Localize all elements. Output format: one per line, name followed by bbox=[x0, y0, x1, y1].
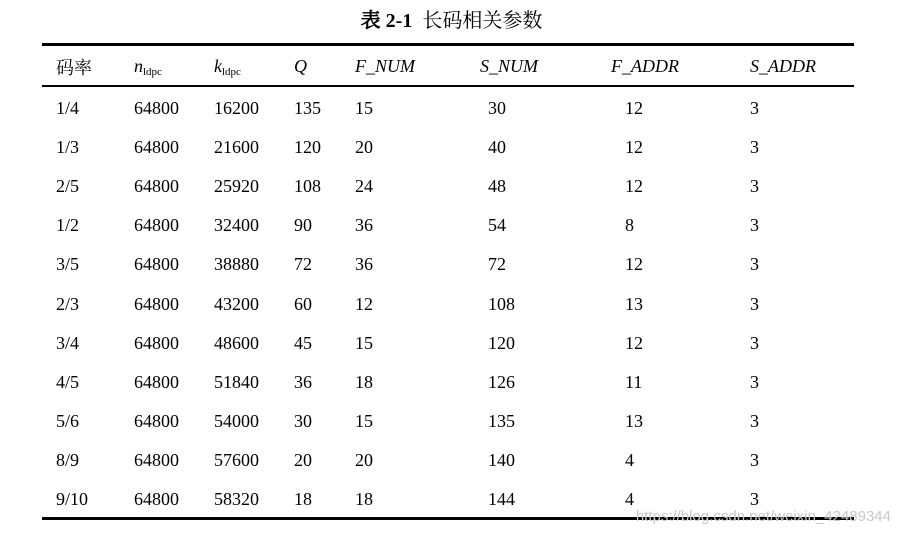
table-cell: 12 bbox=[625, 98, 643, 119]
table-cell: 20 bbox=[355, 449, 373, 470]
col-header-f-num: F_NUM bbox=[355, 56, 415, 76]
table-cell: 21600 bbox=[214, 137, 259, 158]
header-row bbox=[42, 46, 854, 87]
table-row bbox=[42, 245, 854, 284]
table-cell: 64800 bbox=[134, 371, 179, 392]
table-cell: 54 bbox=[488, 215, 506, 236]
table-cell: 64800 bbox=[134, 215, 179, 236]
table-cell: 135 bbox=[294, 98, 321, 119]
table-cell: 36 bbox=[294, 371, 312, 392]
table-cell: 12 bbox=[625, 137, 643, 158]
table-cell: 20 bbox=[294, 449, 312, 470]
table-cell: 54000 bbox=[214, 410, 259, 431]
col-header-k-ldpc: $k_{ldpc}$ bbox=[214, 55, 241, 78]
table-cell: 32400 bbox=[214, 215, 259, 236]
table-row bbox=[42, 167, 854, 206]
table-cell: 72 bbox=[294, 254, 312, 275]
table-row bbox=[42, 206, 854, 245]
table-cell: 18 bbox=[294, 488, 312, 509]
table-cell: 48 bbox=[488, 176, 506, 197]
table-cell: 108 bbox=[488, 293, 515, 314]
table-cell: 12 bbox=[625, 254, 643, 275]
watermark-text: https://blog.csdn.net/weixin_42489344 bbox=[635, 508, 891, 525]
table-cell: 64800 bbox=[134, 410, 179, 431]
table-cell: 15 bbox=[355, 98, 373, 119]
table-cell: 3 bbox=[750, 254, 759, 275]
table-cell: 24 bbox=[355, 176, 373, 197]
table-row bbox=[42, 284, 854, 323]
table-cell: 120 bbox=[488, 332, 515, 353]
table-cell: 4/5 bbox=[56, 371, 80, 392]
table-cell: 3 bbox=[750, 332, 759, 353]
table-cell: 48600 bbox=[214, 332, 259, 353]
table-cell: 64800 bbox=[134, 176, 179, 197]
table-cell: 64800 bbox=[134, 254, 179, 275]
table-cell: 45 bbox=[294, 332, 312, 353]
table-cell: 2/3 bbox=[56, 293, 80, 314]
table-caption bbox=[0, 8, 903, 34]
col-header-code-rate: 码率 bbox=[56, 57, 92, 78]
table-cell: 12 bbox=[625, 332, 643, 353]
table-cell: 3 bbox=[750, 293, 759, 314]
table-title: 长码相关参数 bbox=[422, 10, 543, 32]
table-cell: 3 bbox=[750, 98, 759, 119]
table-cell: 11 bbox=[625, 371, 643, 392]
table-cell: 30 bbox=[488, 98, 506, 119]
table-cell: 58320 bbox=[214, 488, 259, 509]
table-cell: 36 bbox=[355, 215, 373, 236]
table-cell: 25920 bbox=[214, 176, 259, 197]
table-cell: 51840 bbox=[214, 371, 259, 392]
col-header-s-addr: S_ADDR bbox=[750, 56, 816, 76]
table-cell: 43200 bbox=[214, 293, 259, 314]
table-cell: 12 bbox=[355, 293, 373, 314]
table-cell: 60 bbox=[294, 293, 312, 314]
table-cell: 3 bbox=[750, 488, 759, 509]
table-number: 表 2-1 bbox=[360, 10, 413, 32]
table-cell: 12 bbox=[625, 176, 643, 197]
table-cell: 1/3 bbox=[56, 137, 80, 158]
table-cell: 64800 bbox=[134, 293, 179, 314]
table-cell: 108 bbox=[294, 176, 321, 197]
table-cell: 20 bbox=[355, 137, 373, 158]
table-cell: 3/5 bbox=[56, 254, 80, 275]
table-cell: 64800 bbox=[134, 332, 179, 353]
table-cell: 4 bbox=[625, 488, 634, 509]
table-cell: 64800 bbox=[134, 449, 179, 470]
table-cell: 140 bbox=[488, 449, 515, 470]
table-cell: 3/4 bbox=[56, 332, 80, 353]
table-cell: 15 bbox=[355, 332, 373, 353]
table-cell: 135 bbox=[488, 410, 515, 431]
table-cell: 120 bbox=[294, 137, 321, 158]
table-row bbox=[42, 402, 854, 441]
table-cell: 3 bbox=[750, 449, 759, 470]
table-cell: 3 bbox=[750, 215, 759, 236]
table-cell: 36 bbox=[355, 254, 373, 275]
table-cell: 3 bbox=[750, 410, 759, 431]
col-header-q: Q bbox=[294, 56, 307, 76]
table-row bbox=[42, 87, 854, 128]
parameter-table bbox=[42, 46, 854, 519]
table-cell: 72 bbox=[488, 254, 506, 275]
col-header-f-addr: F_ADDR bbox=[611, 56, 679, 76]
table-cell: 1/2 bbox=[56, 215, 80, 236]
table-cell: 64800 bbox=[134, 488, 179, 509]
table-cell: 64800 bbox=[134, 137, 179, 158]
table-cell: 90 bbox=[294, 215, 312, 236]
col-header-s-num: S_NUM bbox=[480, 56, 538, 76]
table-cell: 18 bbox=[355, 371, 373, 392]
table-cell: 30 bbox=[294, 410, 312, 431]
table-cell: 1/4 bbox=[56, 98, 80, 119]
table-row bbox=[42, 128, 854, 167]
table-cell: 16200 bbox=[214, 98, 259, 119]
table-cell: 8 bbox=[625, 215, 634, 236]
table-cell: 4 bbox=[625, 449, 634, 470]
table-cell: 9/10 bbox=[56, 488, 89, 509]
table-row bbox=[42, 324, 854, 363]
table-row bbox=[42, 441, 854, 480]
table-cell: 3 bbox=[750, 176, 759, 197]
table-cell: 5/6 bbox=[56, 410, 80, 431]
table-cell: 64800 bbox=[134, 98, 179, 119]
table-cell: 2/5 bbox=[56, 176, 80, 197]
table-cell: 13 bbox=[625, 410, 643, 431]
col-header-n-ldpc: $n_{ldpc}$ bbox=[134, 55, 162, 78]
table-cell: 13 bbox=[625, 293, 643, 314]
table-cell: 3 bbox=[750, 371, 759, 392]
table-cell: 40 bbox=[488, 137, 506, 158]
table-row bbox=[42, 363, 854, 402]
table-cell: 15 bbox=[355, 410, 373, 431]
table-cell: 38880 bbox=[214, 254, 259, 275]
table-cell: 3 bbox=[750, 137, 759, 158]
table-cell: 126 bbox=[488, 371, 515, 392]
table-cell: 18 bbox=[355, 488, 373, 509]
table-cell: 8/9 bbox=[56, 449, 80, 470]
table-cell: 144 bbox=[488, 488, 515, 509]
table-cell: 57600 bbox=[214, 449, 259, 470]
